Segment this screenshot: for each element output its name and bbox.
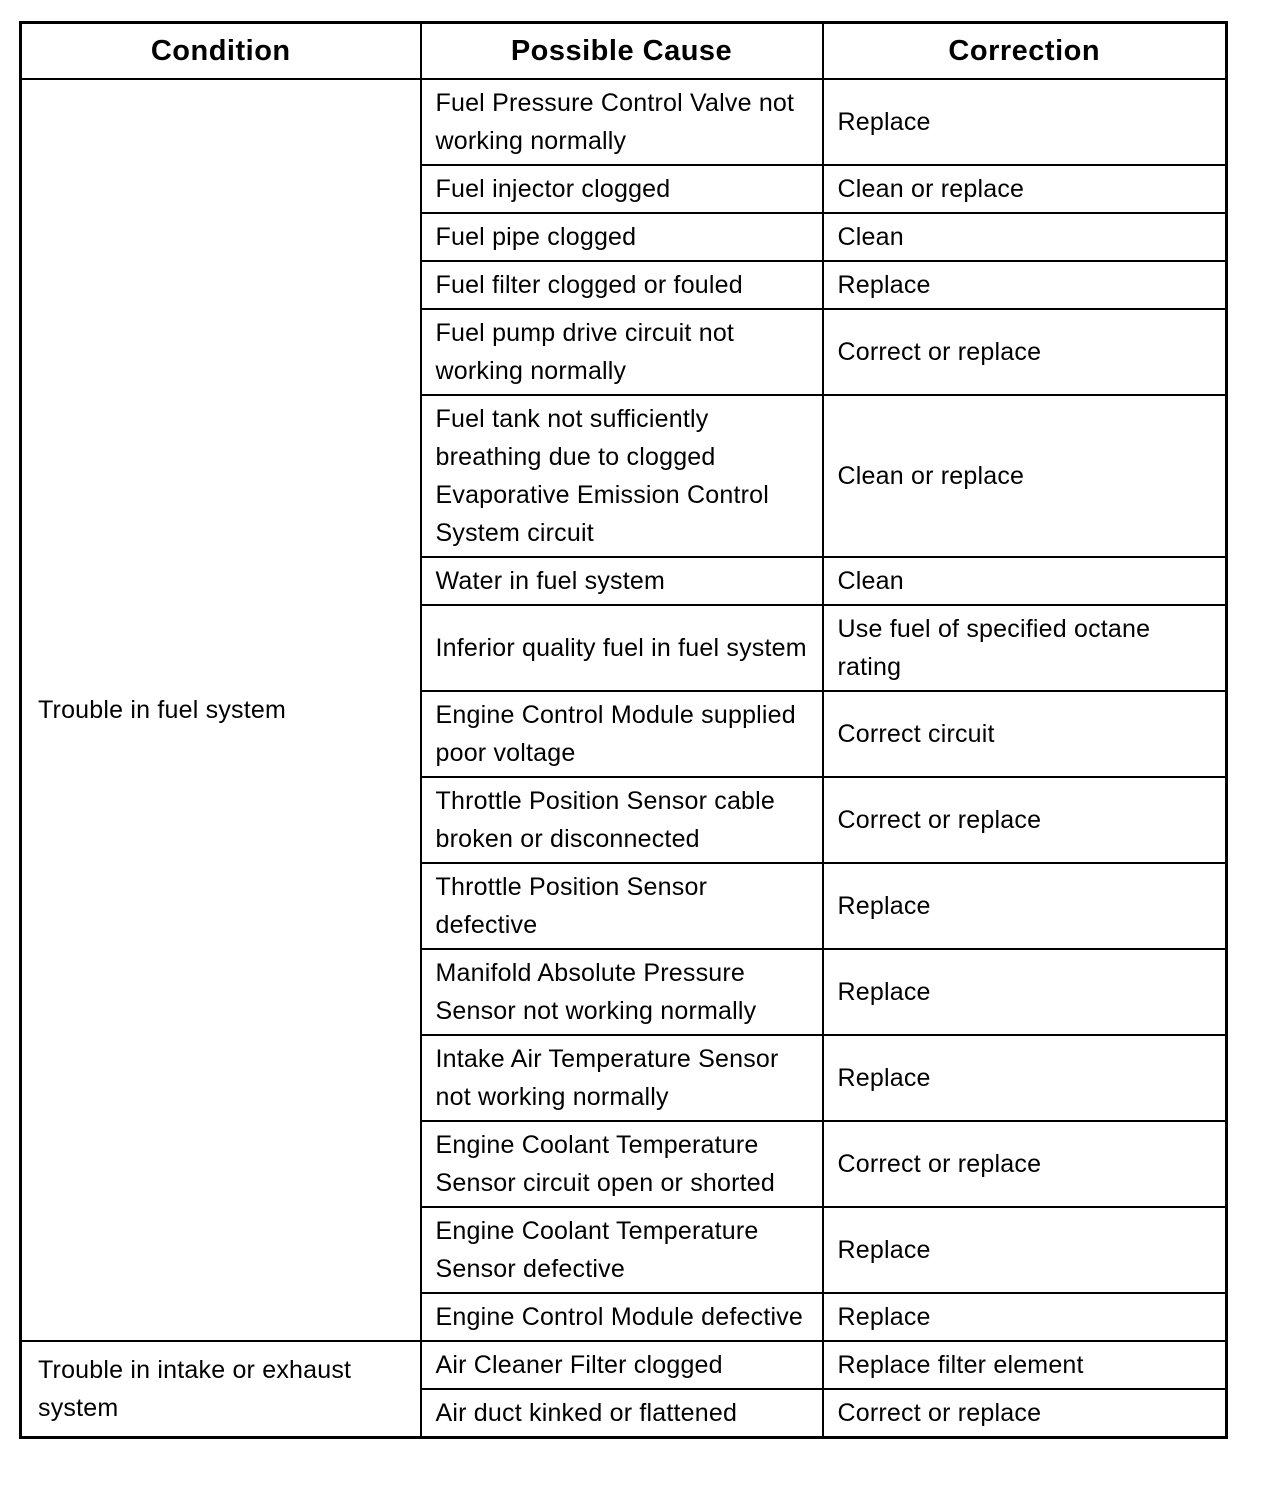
correction-cell: Correct or replace (823, 309, 1227, 395)
troubleshooting-table (19, 21, 1228, 1439)
cause-cell: Fuel injector clogged (421, 165, 823, 213)
correction-cell: Correct or replace (823, 777, 1227, 863)
correction-cell: Replace (823, 1035, 1227, 1121)
cause-cell: Air Cleaner Filter clogged (421, 1341, 823, 1389)
correction-cell: Replace (823, 863, 1227, 949)
cause-cell: Fuel tank not sufficiently breathing due to clogged Evaporative Emission Control System circuit (421, 395, 823, 557)
cause-cell: Engine Coolant Temperature Sensor defective (421, 1207, 823, 1293)
correction-cell: Correct circuit (823, 691, 1227, 777)
cause-cell: Fuel pump drive circuit not working normally (421, 309, 823, 395)
condition-cell: Trouble in intake or exhaust system (21, 1341, 421, 1438)
header-row (21, 23, 1227, 80)
correction-cell: Replace (823, 261, 1227, 309)
correction-cell: Clean or replace (823, 165, 1227, 213)
table-header (21, 23, 1227, 80)
cause-cell: Intake Air Temperature Sensor not working normally (421, 1035, 823, 1121)
correction-cell: Clean (823, 557, 1227, 605)
condition-cell: Trouble in fuel system (21, 79, 421, 1341)
correction-cell: Replace (823, 949, 1227, 1035)
header-possible-cause: Possible Cause (421, 23, 823, 80)
cause-cell: Inferior quality fuel in fuel system (421, 605, 823, 691)
cause-cell: Fuel Pressure Control Valve not working normally (421, 79, 823, 165)
correction-cell: Clean (823, 213, 1227, 261)
correction-cell: Replace (823, 1207, 1227, 1293)
correction-cell: Clean or replace (823, 395, 1227, 557)
cause-cell: Engine Control Module supplied poor voltage (421, 691, 823, 777)
cause-cell: Air duct kinked or flattened (421, 1389, 823, 1438)
cause-cell: Throttle Position Sensor defective (421, 863, 823, 949)
table-row (21, 1341, 1227, 1389)
correction-cell: Replace filter element (823, 1341, 1227, 1389)
correction-cell: Correct or replace (823, 1389, 1227, 1438)
cause-cell: Fuel pipe clogged (421, 213, 823, 261)
cause-cell: Throttle Position Sensor cable broken or disconnected (421, 777, 823, 863)
correction-cell: Replace (823, 79, 1227, 165)
correction-cell: Replace (823, 1293, 1227, 1341)
cause-cell: Engine Control Module defective (421, 1293, 823, 1341)
correction-cell: Use fuel of specified octane rating (823, 605, 1227, 691)
cause-cell: Manifold Absolute Pressure Sensor not working normally (421, 949, 823, 1035)
correction-cell: Correct or replace (823, 1121, 1227, 1207)
cause-cell: Water in fuel system (421, 557, 823, 605)
cause-cell: Fuel filter clogged or fouled (421, 261, 823, 309)
table-body (21, 79, 1227, 1438)
cause-cell: Engine Coolant Temperature Sensor circuit open or shorted (421, 1121, 823, 1207)
table-row (21, 79, 1227, 165)
header-correction: Correction (823, 23, 1227, 80)
header-condition: Condition (21, 23, 421, 80)
